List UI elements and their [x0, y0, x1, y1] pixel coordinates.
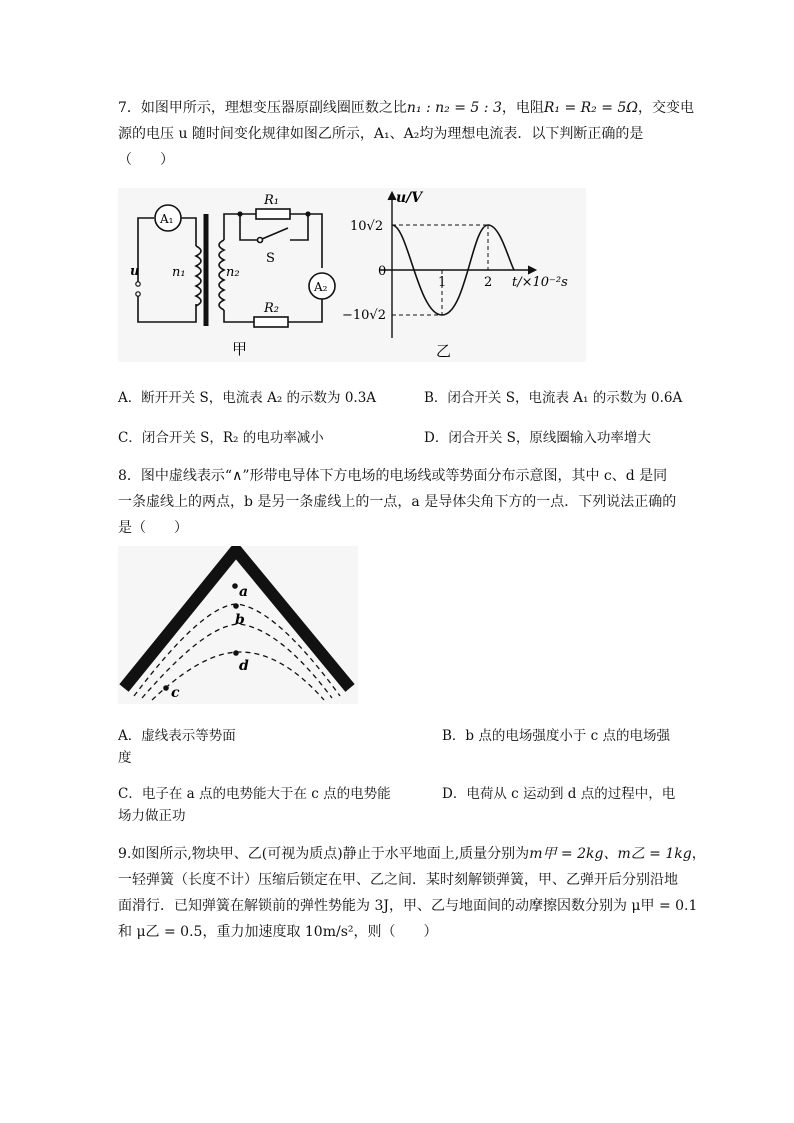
- q8-option-b-cont: 度: [118, 750, 132, 766]
- point-c: [163, 685, 169, 691]
- q9-stem-line-4: 和 μ乙 = 0.5，重力加速度取 10m/s²，则（ ）: [118, 924, 438, 940]
- svg-text:A₁: A₁: [160, 212, 174, 226]
- svg-text:c: c: [171, 685, 180, 701]
- q8-figure: [118, 546, 358, 706]
- point-a: [232, 583, 238, 589]
- q8-option-d-cont: 场力做正功: [118, 808, 186, 824]
- fig-label-yi: 乙: [436, 342, 452, 360]
- svg-text:n₁: n₁: [172, 265, 186, 280]
- svg-text:R₁: R₁: [264, 193, 279, 208]
- q8-option-b[interactable]: B．b 点的电场强度小于 c 点的电场强: [442, 728, 670, 744]
- fig-label-jia: 甲: [232, 340, 248, 358]
- resistor-r2: [254, 317, 288, 327]
- q8-stem-line-1: 8．图中虚线表示“∧”形带电导体下方电场的电场线或等势面分布示意图，其中 c、d 是同: [118, 468, 668, 484]
- svg-text:0: 0: [378, 264, 387, 279]
- secondary-coil: [219, 240, 224, 310]
- q7-number: 7．: [118, 100, 141, 116]
- svg-text:10√2: 10√2: [350, 219, 384, 234]
- q8-number: 8．: [118, 468, 141, 484]
- q8-option-a[interactable]: A．虚线表示等势面: [118, 728, 236, 744]
- q9-stem-line-3: 面滑行．已知弹簧在解锁前的弹性势能为 3J，甲、乙与地面间的动摩擦因数分别为 μ甲 = 0.1: [118, 898, 698, 914]
- svg-text:n₂: n₂: [226, 265, 240, 280]
- q7-figure: [118, 188, 586, 368]
- svg-text:b: b: [235, 612, 245, 628]
- point-b: [233, 603, 239, 609]
- svg-text:−10√2: −10√2: [342, 308, 386, 323]
- q7-option-c[interactable]: C．闭合开关 S，R₂ 的电功率减小: [118, 430, 324, 446]
- svg-text:a: a: [239, 584, 249, 600]
- q7-turns-ratio: n₁ : n₂ = 5 : 3: [406, 100, 502, 116]
- q7-stem-line-3: （ ）: [118, 152, 174, 168]
- q8-stem-line-3: 是（ ）: [118, 520, 188, 536]
- q7-resistance: R₁ = R₂ = 5Ω: [543, 100, 638, 116]
- q7-option-b[interactable]: B．闭合开关 S，电流表 A₁ 的示数为 0.6A: [424, 390, 683, 406]
- svg-text:A₂: A₂: [314, 280, 328, 294]
- q9-masses: m甲 = 2kg、m乙 = 1kg: [529, 846, 692, 862]
- q8-option-c[interactable]: C．电子在 a 点的电势能大于在 c 点的电势能: [118, 786, 391, 802]
- q7-stem-line-2: 源的电压 u 随时间变化规律如图乙所示，A₁、A₂均为理想电流表．以下判断正确的是: [118, 126, 644, 142]
- svg-text:R₂: R₂: [264, 301, 279, 316]
- q7-graph-yi: [342, 190, 568, 360]
- resistor-r1: [256, 209, 290, 219]
- q7-option-d[interactable]: D．闭合开关 S，原线圈输入功率增大: [424, 430, 651, 446]
- svg-text:t/×10⁻²s: t/×10⁻²s: [512, 275, 568, 290]
- svg-text:d: d: [239, 658, 249, 674]
- q9-stem-line-1: 9.如图所示,物块甲、乙(可视为质点)静止于水平地面上,质量分别为m甲 = 2kg、m乙 = 1kg，: [118, 846, 706, 862]
- q7-option-a[interactable]: A．断开开关 S，电流表 A₂ 的示数为 0.3A: [118, 390, 377, 406]
- q9-number: 9.: [118, 846, 132, 862]
- q8-option-d[interactable]: D．电荷从 c 运动到 d 点的过程中，电: [442, 786, 676, 802]
- q9-stem-line-2: 一轻弹簧（长度不计）压缩后锁定在甲、乙之间．某时刻解锁弹簧，甲、乙弹开后分别沿地: [118, 872, 678, 888]
- q8-stem-line-2: 一条虚线上的两点，b 是另一条虚线上的一点，a 是导体尖角下方的一点．下列说法正确的: [118, 494, 677, 510]
- point-d: [233, 650, 239, 656]
- svg-text:u: u: [130, 264, 140, 279]
- svg-text:2: 2: [484, 275, 493, 290]
- svg-text:1: 1: [438, 275, 447, 290]
- svg-text:S: S: [266, 251, 275, 266]
- q7-stem-line-1: 7．如图甲所示，理想变压器原副线圈匝数之比n₁ : n₂ = 5 : 3，电阻R₁ = R₂ = 5Ω，交变电: [118, 100, 694, 116]
- svg-text:u/V: u/V: [396, 190, 423, 206]
- primary-coil: [196, 246, 201, 306]
